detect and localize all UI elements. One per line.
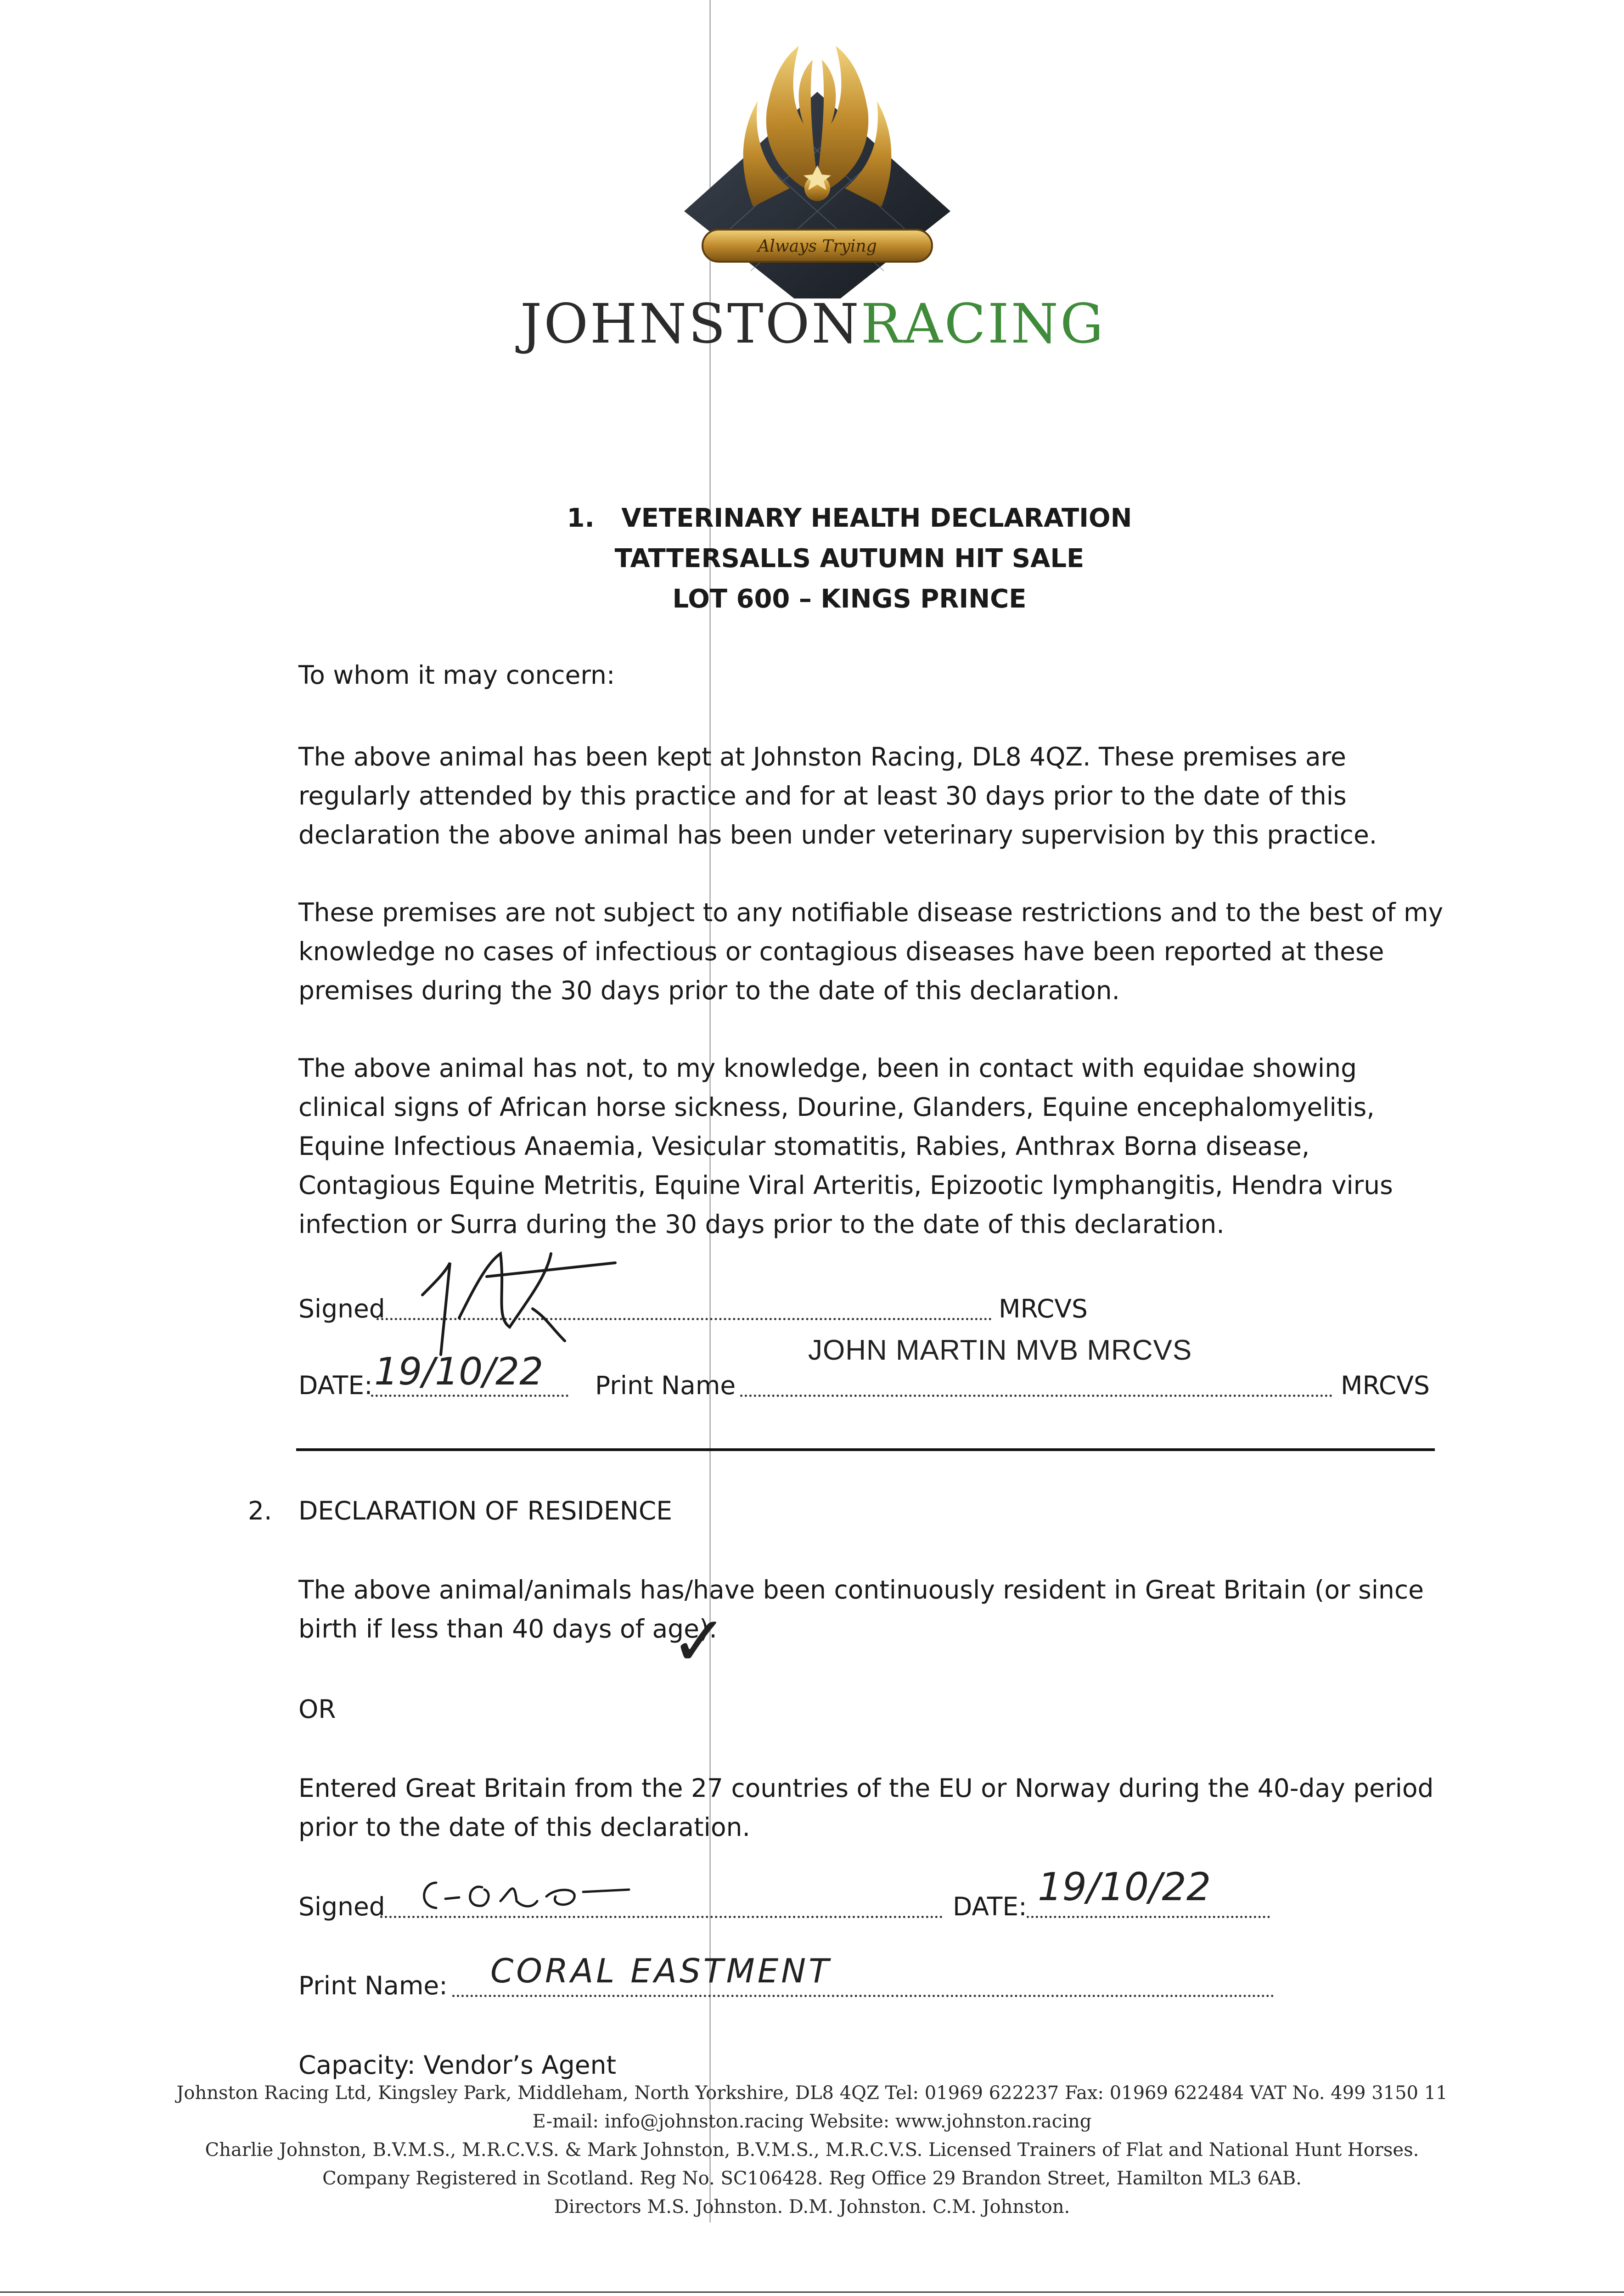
logo-emblem <box>634 41 1001 298</box>
section1-heading <box>505 498 1194 619</box>
residence-paragraph-2: Entered Great Britain from the 27 countries of the EU or Norway during the 40-day period prior to the date of this declaration. <box>298 1773 1434 1842</box>
company-name <box>505 294 1120 354</box>
agent-signed-label: Signed <box>298 1892 385 1921</box>
footer-contact: E-mail: info@johnston.racing Website: www.johnston.racing <box>532 2111 1092 2132</box>
section2-heading: DECLARATION OF RESIDENCE <box>298 1496 673 1525</box>
agent-print-name-line <box>452 1995 1274 1997</box>
section-divider <box>296 1448 1435 1451</box>
declaration-paragraph-3: The above animal has not, to my knowledge, been in contact with equidae showing clinical signs of African horse sickness, Dourine, Glanders, Equine encephalomyelitis, Equine Infectious Anaemia, Vesicular stomatitis, Rabies, Anthrax Borna disease, Contagious Equine Metritis, Equine Viral Arteritis, Epizootic lymphangitis, Hendra virus infection or Surra during the 30 days prior to the date of this declaration. <box>298 1053 1393 1239</box>
vet-print-name-line <box>740 1395 1332 1397</box>
vet-date-label: DATE: <box>298 1371 373 1400</box>
declaration-paragraph-2: These premises are not subject to any notifiable disease restrictions and to the best of my knowledge no cases of infectious or contagious diseases have been reported at these premises during the 30 days prior to the date of this declaration. <box>298 898 1444 1005</box>
agent-signature <box>409 1864 638 1924</box>
company-logo <box>634 41 1001 298</box>
agent-print-name-label: Print Name: <box>298 1971 448 2000</box>
section1-title: VETERINARY HEALTH DECLARATION <box>621 503 1132 533</box>
footer-trainers: Charlie Johnston, B.V.M.S., M.R.C.V.S. & Mark Johnston, B.V.M.S., M.R.C.V.S. Licensed Trainers of Flat and National Hunt Horses. <box>205 2139 1419 2161</box>
section1-event: TATTERSALLS AUTUMN HIT SALE <box>614 544 1085 574</box>
logo-motto: Always Trying <box>758 237 877 256</box>
declaration-paragraph-1: The above animal has been kept at Johnston Racing, DL8 4QZ. These premises are regularly attended by this practice and for at least 30 days prior to the date of this declaration the above animal has been under veterinary supervision by this practice. <box>298 742 1377 850</box>
section1-lot: LOT 600 – KINGS PRINCE <box>672 584 1027 614</box>
agent-capacity: Capacity: Vendor’s Agent <box>298 2050 617 2080</box>
agent-date-label: DATE: <box>953 1892 1027 1921</box>
vet-print-name-value: JOHN MARTIN MVB MRCVS <box>808 1334 1192 1366</box>
vet-signed-label: Signed <box>298 1294 385 1323</box>
section2-number: 2. <box>248 1496 272 1525</box>
vet-date-value: 19/10/22 <box>374 1350 544 1394</box>
agent-date-value: 19/10/22 <box>1038 1864 1211 1909</box>
vet-mrcvs-label-2: MRCVS <box>1341 1371 1430 1400</box>
footer-directors: Directors M.S. Johnston. D.M. Johnston. C.M. Johnston. <box>554 2196 1070 2217</box>
vet-print-name-label: Print Name <box>595 1371 736 1400</box>
agent-date-line <box>1027 1916 1270 1918</box>
section1-heading-line1 <box>505 498 1194 539</box>
section1-number: 1. <box>567 503 595 533</box>
page-bottom-edge <box>0 2291 1624 2293</box>
residence-check-mark: ✓ <box>670 1602 728 1682</box>
salutation: To whom it may concern: <box>298 660 615 690</box>
or-label: OR <box>298 1694 336 1724</box>
company-name-dark: JOHNSTON <box>520 292 861 355</box>
residence-paragraph-1: The above animal/animals has/have been continuously resident in Great Britain (or since birth if less than 40 days of age). <box>298 1575 1424 1643</box>
company-name-green: RACING <box>860 292 1106 355</box>
agent-print-name-value: CORAL EASTMENT <box>490 1952 832 1990</box>
vet-date-line <box>371 1395 568 1397</box>
vet-mrcvs-label: MRCVS <box>999 1294 1088 1323</box>
footer-address: Johnston Racing Ltd, Kingsley Park, Middleham, North Yorkshire, DL8 4QZ Tel: 01969 622237 Fax: 01969 622484 VAT No. 499 3150 11 <box>176 2082 1448 2104</box>
footer-registration: Company Registered in Scotland. Reg No. SC106428. Reg Office 29 Brandon Street, Hamilton ML3 6AB. <box>322 2168 1302 2189</box>
